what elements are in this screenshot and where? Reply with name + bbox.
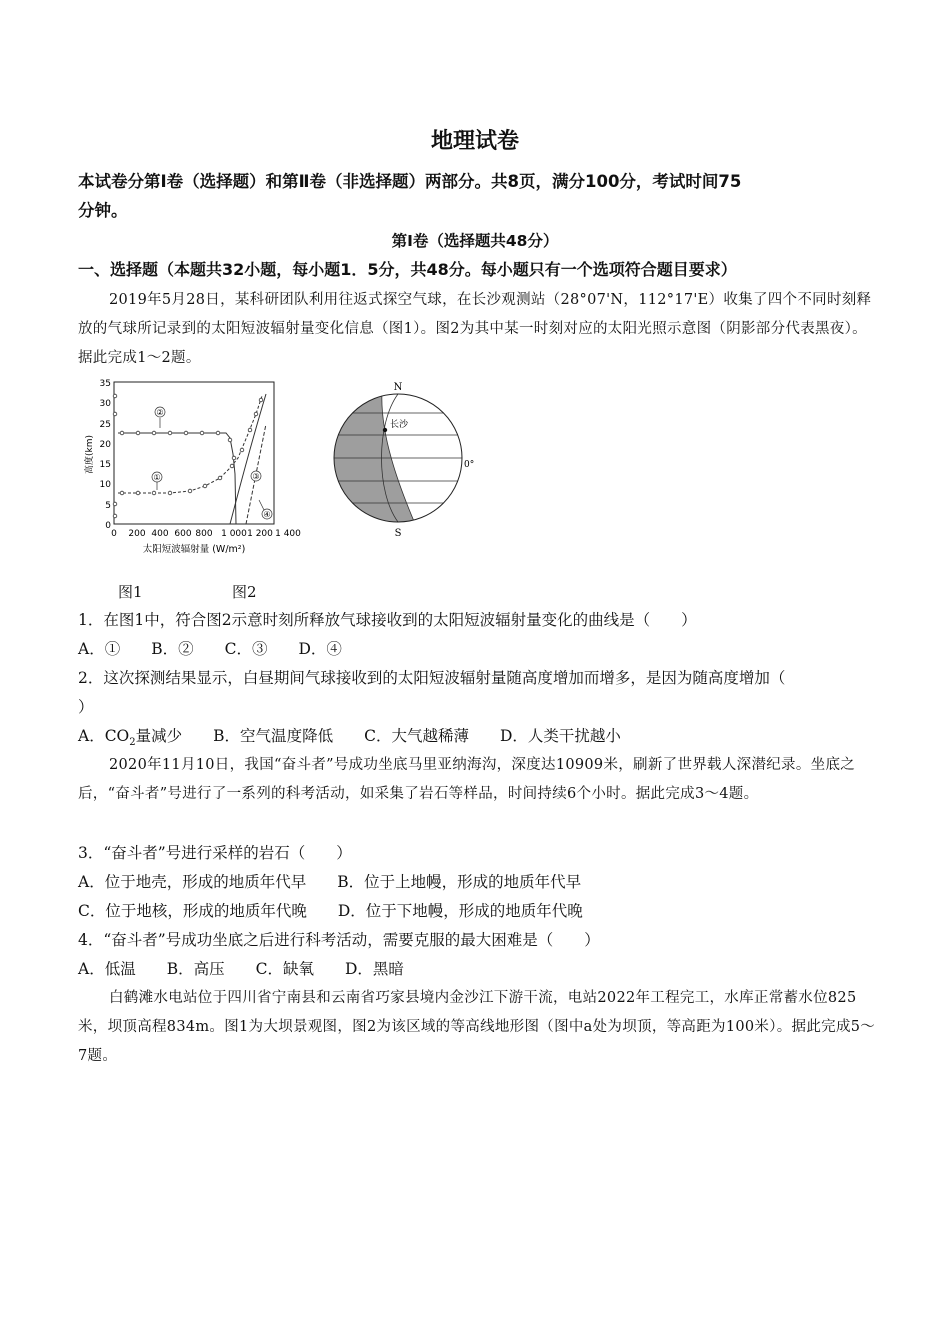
q3-stem: 3．“奋斗者”号进行采样的岩石（ ） xyxy=(78,844,352,862)
q1-options: A．① B．② C．③ D．④ xyxy=(78,640,342,658)
fig1-xtick: 600 xyxy=(174,529,192,539)
q2-stem-end: ） xyxy=(78,698,94,716)
figure-2-globe xyxy=(330,382,474,539)
q2-option-c: C．大气越稀薄 xyxy=(364,727,469,745)
q2-options xyxy=(78,726,878,753)
curve-label-3: ③ xyxy=(252,472,260,481)
fig1-ytick: 5 xyxy=(105,501,111,511)
q2-stem: 2．这次探测结果显示，白昼期间气球接收到的太阳短波辐射量随高度增加而增多，是因为随高度增加（ xyxy=(78,669,786,687)
passage-3: 白鹤滩水电站位于四川省宁南县和云南省巧家县境内金沙江下游干流，电站2022年工程完工，水库正常蓄水位825米，坝顶高程834m。图1为大坝景观图，图2为该区域的等高线地形图（图中a处为坝顶，等高距为100米）。据此完成5～7题。 xyxy=(78,990,876,1064)
intro-line-2: 分钟。 xyxy=(78,201,128,220)
fig1-ylabel: 高度(km) xyxy=(85,434,95,474)
fig1-xtick: 800 xyxy=(195,529,213,539)
figures xyxy=(80,374,500,574)
fig1-xtick: 200 xyxy=(128,529,146,539)
fig2-caption: 图2 xyxy=(232,583,257,601)
section-header: 第Ⅰ卷（选择题共48分） xyxy=(391,232,559,250)
city-label: 长沙 xyxy=(390,420,409,430)
figure-1-chart xyxy=(83,379,301,555)
fig1-ytick: 0 xyxy=(105,521,111,531)
q2-option-b: B．空气温度降低 xyxy=(213,727,334,745)
q4-options: A．低温 B．高压 C．缺氧 D．黑暗 xyxy=(78,960,404,978)
fig1-ytick: 20 xyxy=(99,440,111,450)
q3-options-row2: C．位于地核，形成的地质年代晚 D．位于下地幔，形成的地质年代晚 xyxy=(78,902,583,920)
part1-heading: 一、选择题（本题共32小题，每小题1．5分，共48分。每小题只有一个选项符合题目要求） xyxy=(78,260,737,279)
fig1-caption: 图1 xyxy=(118,583,143,601)
fig1-xtick: 400 xyxy=(151,529,169,539)
fig1-xtick: 1 000 xyxy=(221,529,247,539)
north-label: N xyxy=(393,382,403,393)
q3-options-row1: A．位于地壳，形成的地质年代早 B．位于上地幔，形成的地质年代早 xyxy=(78,873,582,891)
q2-option-d: D．人类干扰越小 xyxy=(499,727,621,745)
fig1-xtick: 1 200 xyxy=(247,529,273,539)
q4-stem: 4．“奋斗者”号成功坐底之后进行科考活动，需要克服的最大困难是（ ） xyxy=(78,931,600,949)
curve-label-1: ① xyxy=(153,473,161,482)
fig1-xlabel: 太阳短波辐射量 (W/m²) xyxy=(142,544,246,555)
q2-option-a: A．$CO_2$量减少 xyxy=(78,727,183,749)
curve-label-2: ② xyxy=(156,408,164,417)
fig1-xtick: 1 400 xyxy=(275,529,301,539)
passage-1: 2019年5月28日，某科研团队利用往返式探空气球，在长沙观测站（28°07'N，112°17'E）收集了四个不同时刻释放的气球所记录到的太阳短波辐射量变化信息（图1）。图2为其中某一时刻对应的太阳光照示意图（阴影部分代表黑夜）。据此完成1～2题。 xyxy=(78,292,872,366)
passage-2: 2020年11月10日，我国“奋斗者”号成功坐底马里亚纳海沟，深度达10909米，刷新了世界载人深潜纪录。坐底之后，“奋斗者”号进行了一系列的科考活动，如采集了岩石等样品，时间持续6个小时。据此完成3～4题。 xyxy=(78,757,856,802)
intro-line-1: 本试卷分第Ⅰ卷（选择题）和第Ⅱ卷（非选择题）两部分。共8页，满分100分，考试时间75 xyxy=(78,172,742,191)
page-title: 地理试卷 xyxy=(430,129,519,154)
fig1-xtick: 0 xyxy=(111,529,117,539)
fig1-ytick: 15 xyxy=(99,460,111,470)
q1-stem: 1．在图1中，符合图2示意时刻所释放气球接收到的太阳短波辐射量变化的曲线是（ ） xyxy=(78,611,697,629)
fig1-ytick: 30 xyxy=(99,399,111,409)
fig1-ytick: 10 xyxy=(99,480,111,490)
fig1-ytick: 25 xyxy=(99,420,111,430)
fig1-ytick: 35 xyxy=(99,379,111,389)
curve-label-4: ④ xyxy=(263,510,271,519)
south-label: S xyxy=(394,528,402,539)
equator-label: 0° xyxy=(464,460,475,470)
